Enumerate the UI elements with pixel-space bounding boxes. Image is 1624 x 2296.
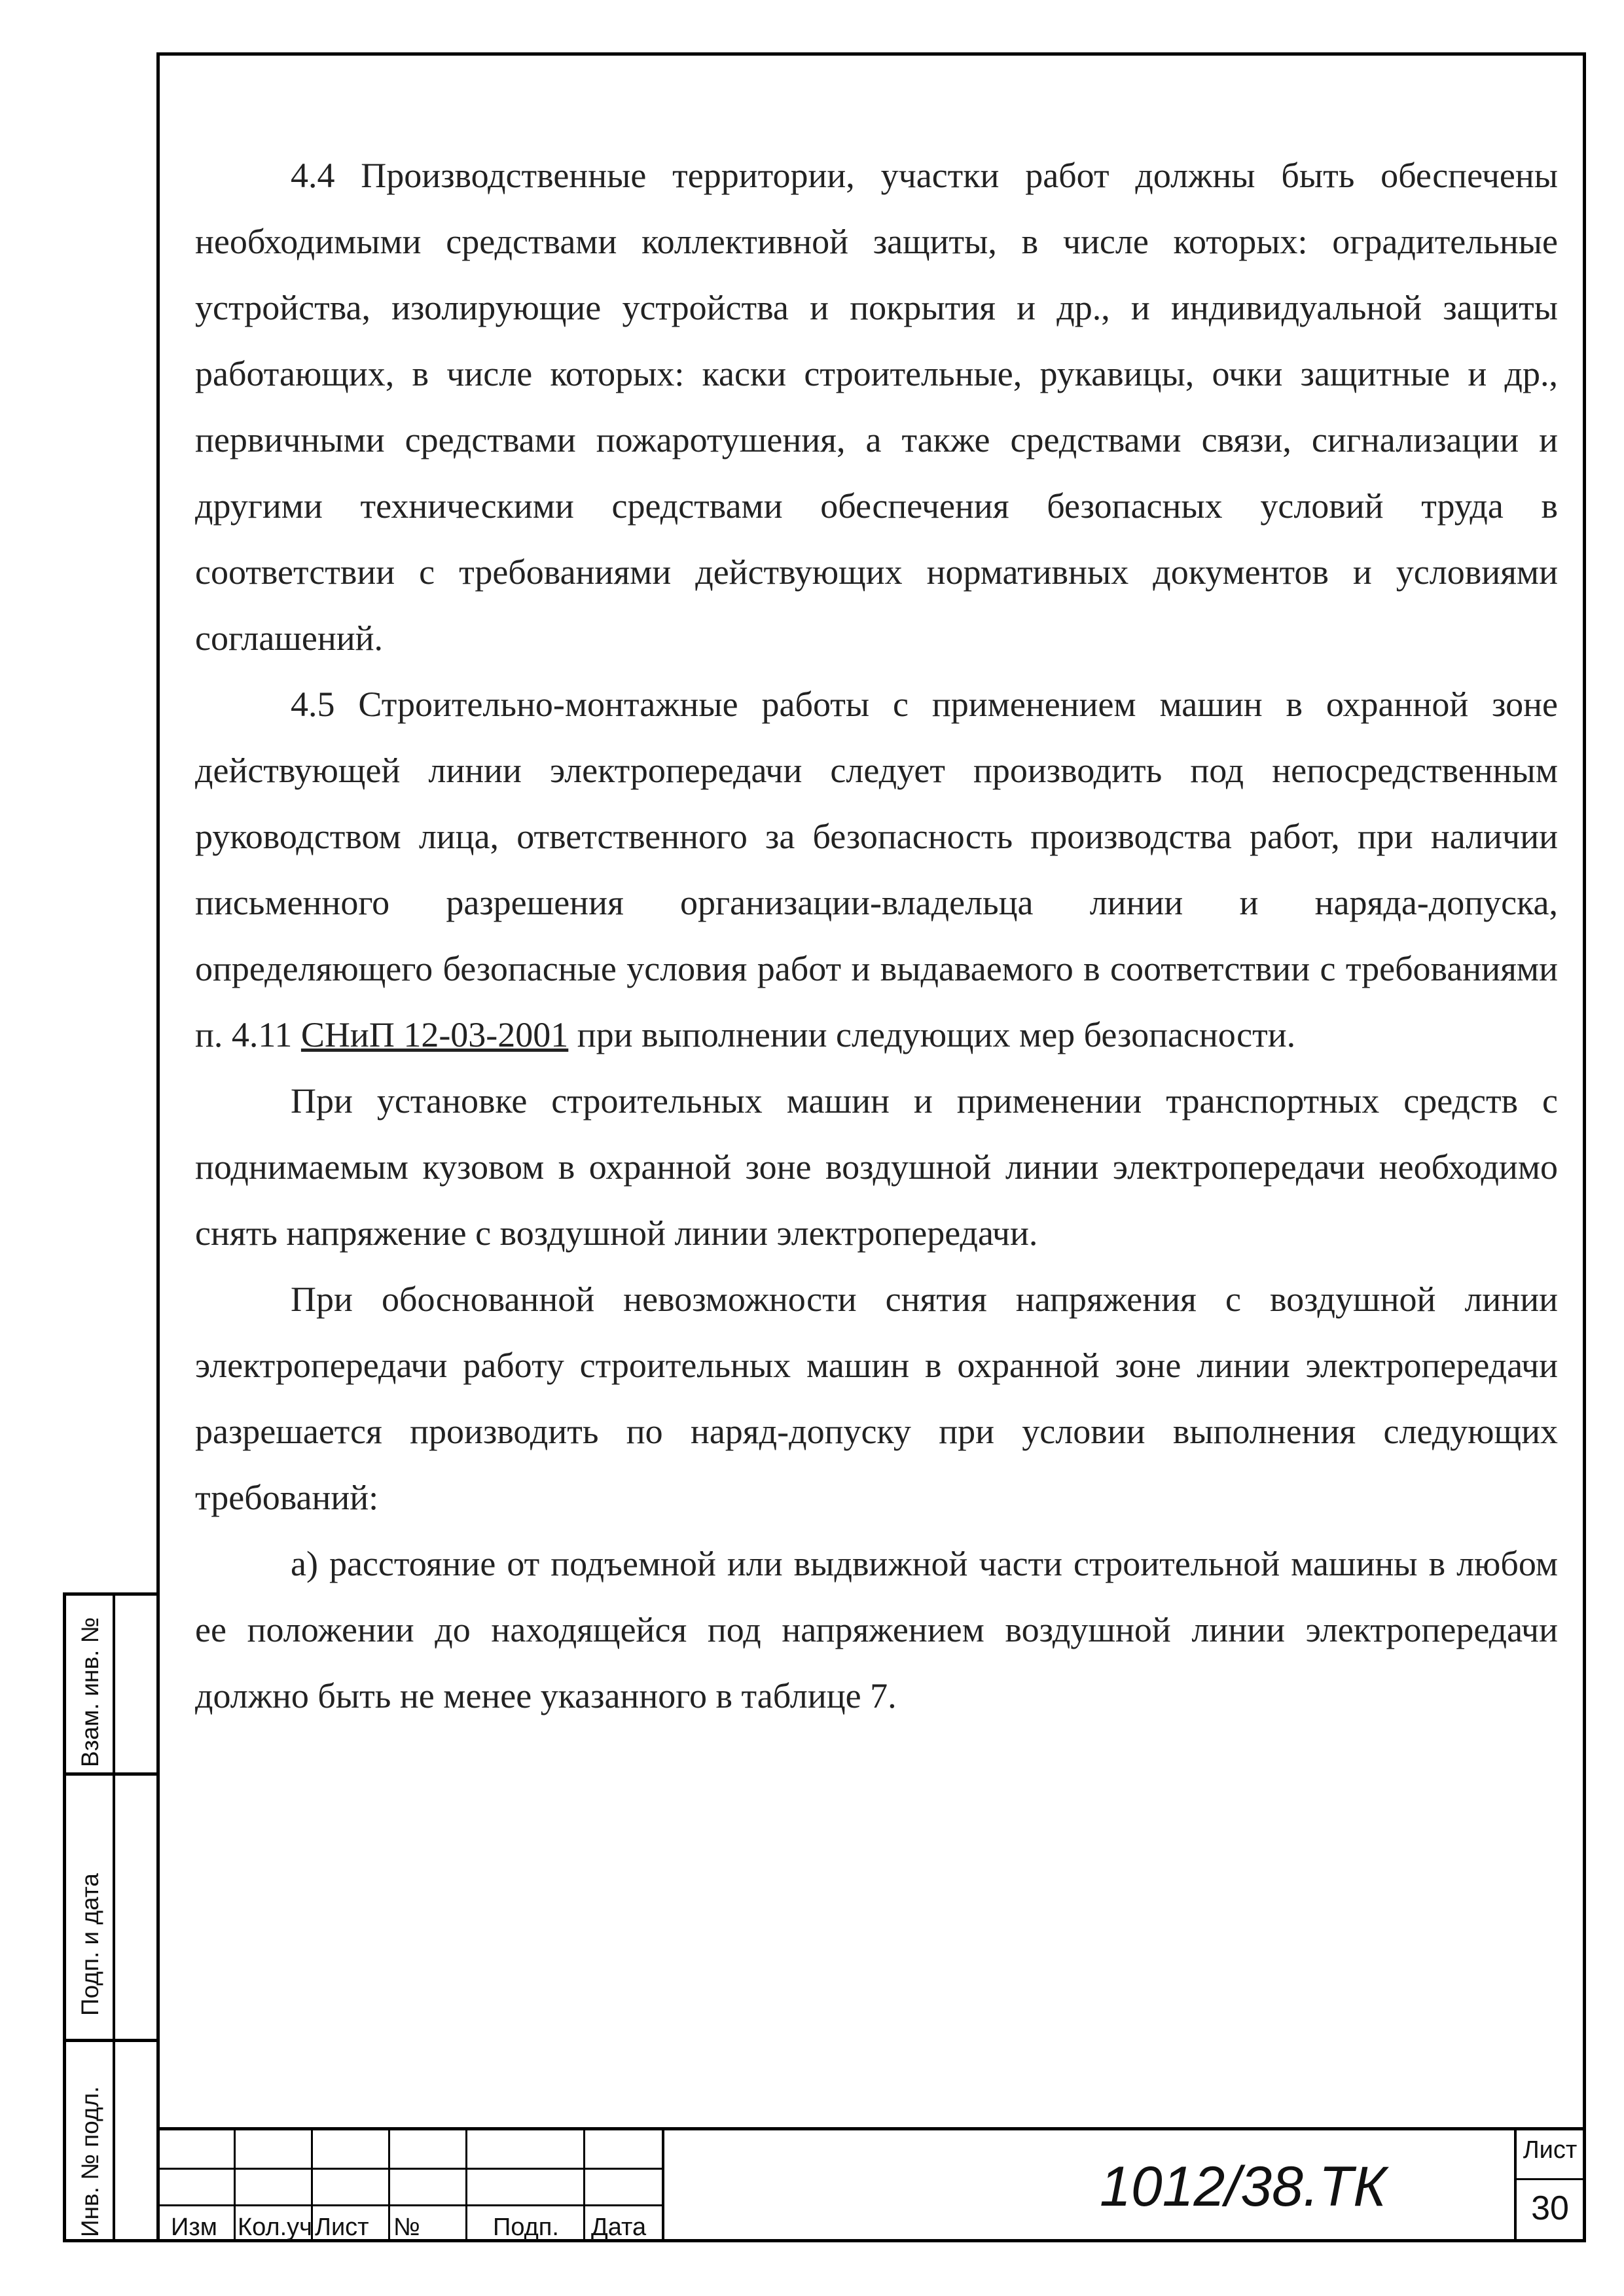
stamp-grid-line	[234, 2127, 236, 2242]
stamp-grid-line	[465, 2127, 467, 2242]
document-body	[195, 143, 1558, 1729]
side-row-divider	[63, 1772, 160, 1776]
paragraph-justified-impossibility: При обоснованной невозможности снятия напряжения с воздушной линии электропередачи работу строительных машин в охранной зоне линии электропередачи разрешается производить по наряд-допуску при условии выполнения следующих требований:	[195, 1280, 1558, 1517]
side-label-vzam-inv: Взам. инв. №	[77, 1617, 103, 1767]
paragraph-4-5	[195, 672, 1558, 1068]
stamp-col-data: Дата	[591, 2214, 647, 2241]
stamp-grid-line	[156, 2204, 662, 2206]
paragraph-installation: При установке строительных машин и применении транспортных средств с поднимаемым кузовом в охранной зоне воздушной линии электропередачи необходимо снять напряжение с воздушной линии электропередачи.	[195, 1081, 1558, 1253]
side-binding-strip	[63, 1592, 156, 2242]
stamp-col-izm: Изм	[171, 2214, 217, 2241]
title-block-top-border	[156, 2127, 1586, 2130]
stamp-grid-line	[156, 2168, 662, 2170]
stamp-col-list: Лист	[315, 2214, 369, 2241]
sheet-number: 30	[1531, 2189, 1569, 2227]
stamp-col-podp: Подп.	[493, 2214, 559, 2241]
document-code: 1012/38.ТК	[1100, 2155, 1386, 2218]
side-label-podp-data: Подп. и дата	[77, 1873, 103, 2016]
side-row-divider	[63, 2039, 160, 2042]
stamp-grid-line	[388, 2127, 390, 2242]
stamp-grid-line	[662, 2127, 664, 2242]
stamp-grid-line	[583, 2127, 585, 2242]
paragraph-item-a: а) расстояние от подъемной или выдвижной части строительной машины в любом ее положении до находящейся под напряжением воздушной линии электропередачи должно быть не менее указанного в таблице 7.	[195, 1544, 1558, 1715]
paragraph-4-5-text: 4.5 Строительно-монтажные работы с применением машин в охранной зоне действующей линии электропередачи следует производить под непосредственным руководством лица, ответственного за безопасность производства работ, при наличии письменного разрешения организации-владельца линии и наряда-допуска, определяющего безопасные условия работ и выдаваемого в соответствии с требованиями п. 4.11	[195, 685, 1558, 1054]
stamp-col-kol-uch: Кол.уч	[238, 2214, 312, 2241]
snip-reference-link[interactable]: СНиП 12-03-2001	[300, 1015, 569, 1054]
stamp-col-number: №	[393, 2214, 420, 2241]
title-block	[156, 2127, 1586, 2242]
paragraph-4-4: 4.4 Производственные территории, участки работ должны быть обеспечены необходимыми средствами коллективной защиты, в числе которых: оградительные устройства, изолирующие устройства и покрытия и др., и индивидуальной защиты работающих, в числе которых: каски строительные, рукавицы, очки защитные и др., первичными средствами пожаротушения, а также средствами связи, сигнализации и другими техническими средствами обеспечения безопасных условий труда в соответствии с требованиями действующих нормативных документов и условиями соглашений.	[195, 156, 1558, 658]
sheet-label: Лист	[1523, 2136, 1578, 2164]
side-label-inv-podl: Инв. № подл.	[77, 2086, 103, 2237]
paragraph-4-5-tail: при выполнении следующих мер безопасности.	[568, 1015, 1296, 1054]
side-column-divider	[113, 1592, 115, 2242]
